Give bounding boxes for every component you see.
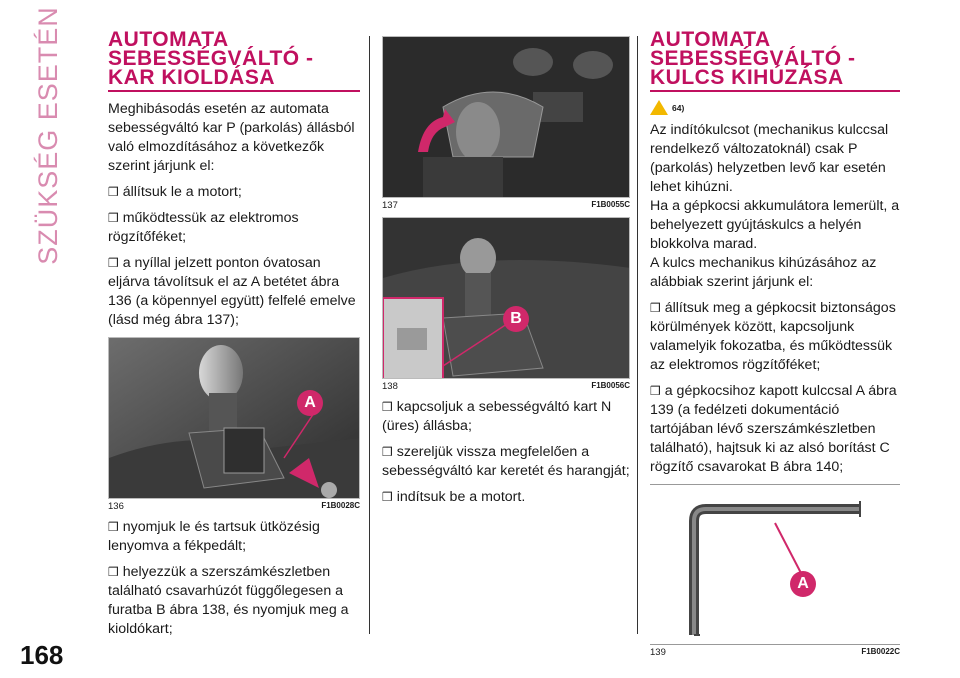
column-divider-2 [637, 36, 638, 634]
heading-key-removal: AUTOMATA SEBESSÉGVÁLTÓ - KULCS KIHÚZÁSA [650, 30, 900, 92]
checkbox-bullet-icon: ❒ [108, 256, 119, 270]
step-item: ❒ szereljük vissza megfelelően a sebességváltó kar keretét és harangját; [382, 444, 630, 479]
step-item: ❒ állítsuk le a motort; [108, 184, 242, 200]
figure-139-caption [650, 644, 900, 658]
checkbox-bullet-icon: ❒ [108, 211, 119, 225]
paragraph: Ha a gépkocsi akkumulátora lemerült, a behelyezett gyújtáskulcs a helyén blokkolva marad. [650, 198, 900, 252]
step-item: ❒ a nyíllal jelzett ponton óvatosan eljárva távolítsuk el az A betétet ábra 136 (a köpennyel együtt) felfelé emelve (lásd még ábra 137); [108, 255, 356, 328]
figure-138-release-hole [382, 217, 630, 379]
figure-136-caption [108, 501, 360, 512]
checkbox-bullet-icon: ❒ [650, 301, 661, 315]
figure-138-caption [382, 381, 630, 392]
figure-139-allen-key [650, 484, 900, 642]
release-hole-photo [383, 218, 630, 379]
column-divider-1 [369, 36, 370, 634]
section-side-title [28, 5, 68, 265]
figure-code: F1B0028C [321, 501, 360, 510]
step-item: ❒ a gépkocsihoz kapott kulccsal A ábra 139 (a fedélzeti dokumentáció tartójában lévő szerszámkészletben található), hajtsuk ki az alsó borítást C rögzítő csavarokat B ábra 140; [650, 383, 897, 475]
step-item: ❒ kapcsoljuk a sebességváltó kart N (üres) állásba; [382, 399, 612, 434]
figure-136-gear-lever [108, 337, 360, 499]
checkbox-bullet-icon: ❒ [382, 445, 393, 459]
checkbox-bullet-icon: ❒ [382, 490, 393, 504]
step-item: ❒ nyomjuk le és tartsuk ütközésig lenyomva a fékpedált; [108, 519, 320, 554]
label-a-marker: A [790, 571, 816, 597]
figure-code: F1B0056C [591, 381, 630, 390]
step-item: ❒ működtessük az elektromos rögzítőféket; [108, 210, 299, 245]
figure-137-caption [382, 200, 630, 211]
warning-reference [650, 100, 900, 115]
intro-paragraph: Meghibásodás esetén az automata sebességváltó kar P (parkolás) állásból való elmozdításához a következők szerint járjunk el: [108, 101, 355, 174]
step-item: ❒ helyezzük a szerszámkészletben található csavarhúzót függőlegesen a furatba B ábra 138, és nyomjuk meg a kioldókart; [108, 564, 349, 637]
figure-number: 136 [108, 501, 124, 512]
heading-lever-release: AUTOMATA SEBESSÉGVÁLTÓ - KAR KIOLDÁSA [108, 30, 360, 92]
column-1 [108, 30, 360, 646]
step-item: ❒ indítsuk be a motort. [382, 489, 526, 505]
step-item: ❒ állítsuk meg a gépkocsit biztonságos körülmények között, kapcsoljunk valamelyik fokozatba, és működtessük az elektromos rögzítőféket; [650, 300, 896, 373]
figure-code: F1B0022C [861, 647, 900, 656]
gear-lever-photo [109, 338, 360, 499]
side-title-text: SZÜKSÉG ESETÉN [32, 5, 63, 265]
cover-removal-photo [383, 37, 630, 198]
figure-code: F1B0055C [591, 200, 630, 209]
column-3 [650, 30, 900, 664]
checkbox-bullet-icon: ❒ [108, 520, 119, 534]
warning-triangle-icon [650, 100, 668, 115]
paragraph: A kulcs mechanikus kihúzásához az alábbiak szerint járjunk el: [650, 255, 877, 290]
figure-137-cover-removal [382, 36, 630, 198]
warning-ref-text: 64) [672, 102, 685, 113]
label-a-marker: A [297, 390, 323, 416]
paragraph: Az indítókulcsot (mechanikus kulccsal rendelkező változatoknál) csak P (parkolás) helyzetben levő kar esetén lehet kihúzni. [650, 122, 889, 195]
figure-number: 138 [382, 381, 398, 392]
checkbox-bullet-icon: ❒ [108, 565, 119, 579]
checkbox-bullet-icon: ❒ [382, 400, 393, 414]
allen-key-drawing [650, 485, 900, 642]
page-number: 168 [20, 640, 64, 670]
label-b-marker: B [503, 306, 529, 332]
column-2 [382, 36, 630, 514]
checkbox-bullet-icon: ❒ [650, 384, 661, 398]
checkbox-bullet-icon: ❒ [108, 185, 119, 199]
figure-number: 137 [382, 200, 398, 211]
figure-number: 139 [650, 647, 666, 658]
